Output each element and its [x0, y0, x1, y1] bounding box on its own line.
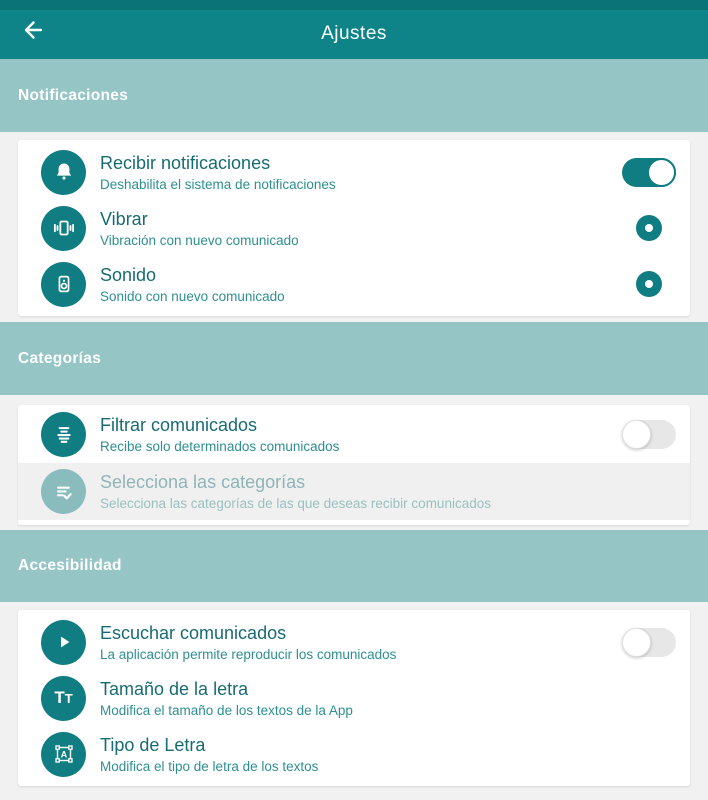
speaker-icon	[41, 262, 86, 307]
app-bar	[0, 0, 708, 59]
section-header-label: Notificaciones	[18, 86, 129, 104]
setting-subtitle: La aplicación permite reproducir los comunicados	[100, 646, 397, 662]
row-sonido[interactable]	[18, 256, 690, 312]
section-header-label: Accesibilidad	[18, 557, 122, 574]
setting-texts	[100, 472, 676, 511]
toggle-recibir-notificaciones[interactable]	[622, 158, 676, 187]
setting-title: Escuchar comunicados	[100, 622, 287, 643]
row-tipo-letra[interactable]	[18, 726, 690, 782]
setting-title: Tamaño de la letra	[100, 678, 249, 699]
toggle-escuchar-comunicados[interactable]	[622, 628, 676, 657]
setting-title: Vibrar	[100, 208, 148, 229]
setting-subtitle: Selecciona las categorías de las que deseas recibir comunicados	[100, 496, 491, 511]
font-type-icon	[41, 732, 86, 777]
svg-text:A: A	[60, 749, 67, 760]
section-header-categorias	[0, 322, 708, 395]
setting-title: Tipo de Letra	[100, 734, 206, 755]
card-notificaciones	[18, 140, 690, 316]
setting-texts	[100, 735, 676, 774]
setting-texts	[100, 209, 636, 248]
radio-vibrar[interactable]	[636, 215, 662, 241]
setting-subtitle: Deshabilita el sistema de notificaciones	[100, 176, 336, 192]
vibrate-icon	[41, 206, 86, 251]
toggle-knob	[647, 158, 676, 187]
bell-icon	[41, 150, 86, 195]
setting-texts	[100, 679, 676, 718]
row-filtrar-comunicados[interactable]	[18, 405, 690, 463]
setting-subtitle: Modifica el tipo de letra de los textos	[100, 758, 319, 774]
setting-title: Recibir notificaciones	[100, 152, 271, 173]
row-selecciona-categorias	[18, 463, 690, 520]
setting-subtitle: Vibración con nuevo comunicado	[100, 232, 299, 248]
toggle-knob	[622, 420, 651, 449]
setting-texts	[100, 153, 622, 192]
back-button[interactable]	[14, 14, 50, 50]
setting-texts	[100, 415, 622, 454]
page-title: Ajustes	[321, 22, 387, 44]
card-accesibilidad	[18, 610, 690, 786]
text-size-icon: TT	[41, 676, 86, 721]
setting-subtitle: Recibe solo determinados comunicados	[100, 438, 340, 454]
row-tamano-letra[interactable]	[18, 670, 690, 726]
toggle-filtrar-comunicados[interactable]	[622, 420, 676, 449]
setting-texts	[100, 265, 636, 304]
card-categorias	[18, 405, 690, 525]
row-escuchar-comunicados[interactable]	[18, 614, 690, 670]
row-vibrar[interactable]	[18, 200, 690, 256]
setting-subtitle: Modifica el tamaño de los textos de la App	[100, 702, 353, 718]
filter-lines-icon	[41, 412, 86, 457]
setting-texts	[100, 623, 622, 662]
section-header-notificaciones	[0, 59, 708, 132]
setting-title: Selecciona las categorías	[100, 472, 306, 492]
setting-title: Filtrar comunicados	[100, 414, 258, 435]
setting-title: Sonido	[100, 264, 157, 285]
section-header-accesibilidad	[0, 530, 708, 602]
row-recibir-notificaciones[interactable]	[18, 144, 690, 200]
list-check-icon	[41, 469, 86, 514]
arrow-left-icon	[18, 16, 46, 49]
setting-subtitle: Sonido con nuevo comunicado	[100, 288, 285, 304]
radio-sonido[interactable]	[636, 271, 662, 297]
section-header-label: Categorías	[18, 349, 102, 367]
play-icon	[41, 620, 86, 665]
toggle-knob	[622, 628, 651, 657]
